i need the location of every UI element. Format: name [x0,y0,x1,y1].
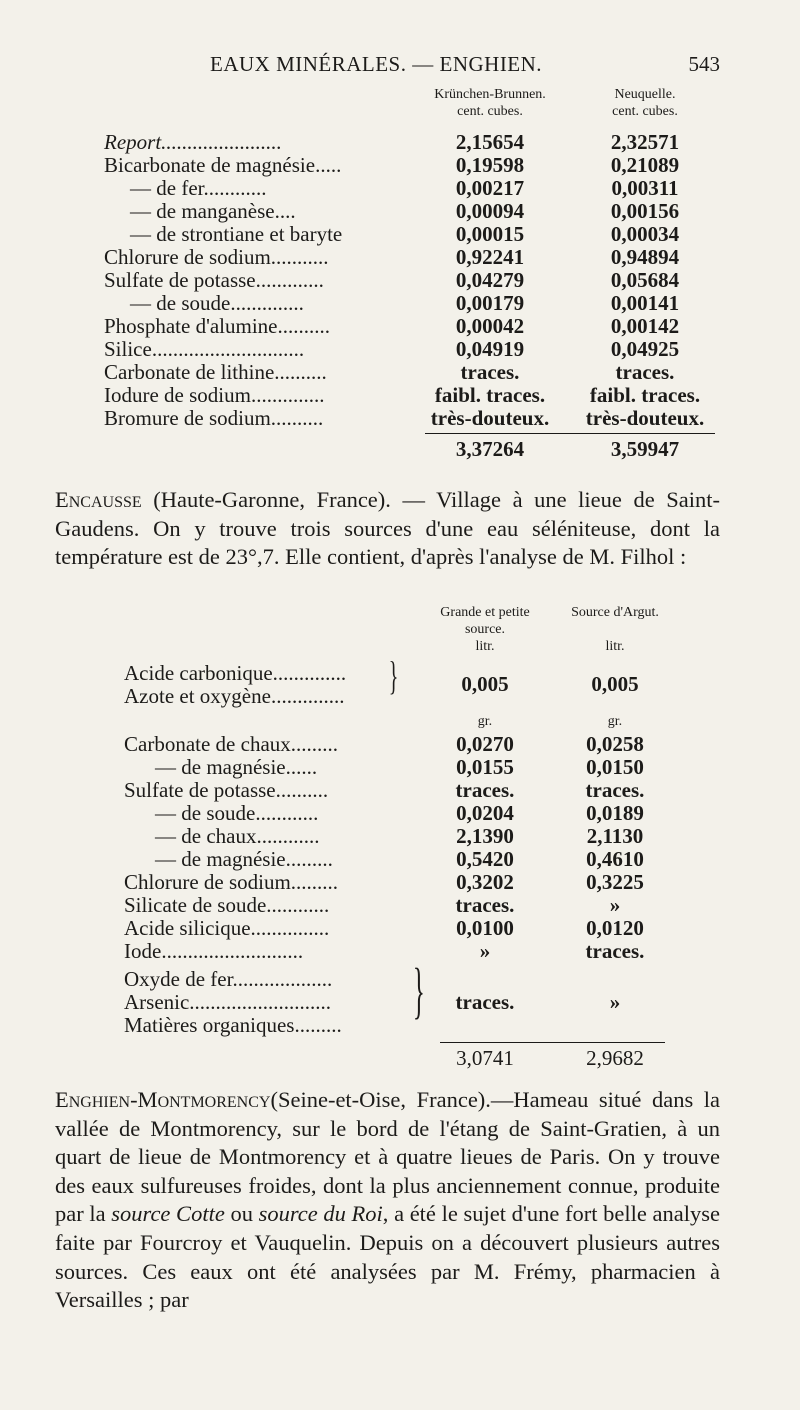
row-value-2: 0,00034 [610,222,680,246]
row-value-2: faibl. traces. [589,383,701,407]
unit-label-2: gr. [607,714,623,729]
row-value-1: 0,005 [461,672,509,696]
row-label: — de chaux............ [155,824,320,848]
row-label: Report....................... [104,130,282,154]
row-value-2: 2,1130 [586,824,644,848]
row-value-2: 0,00141 [610,291,680,315]
row-label: Chlorure de sodium......... [124,870,339,894]
table-row [0,1013,800,1039]
row-value-1: 0,00094 [455,199,525,223]
row-value-1: très-douteux. [430,406,550,430]
column-header-line [555,621,675,638]
row-value-1: 0,00217 [455,176,525,200]
row-label: — de manganèse.... [130,199,296,223]
row-label: Matières organiques......... [124,1013,342,1037]
row-value-1: 0,19598 [455,153,525,177]
row-value-2: » [609,893,621,917]
row-value-2: 2,32571 [610,130,680,154]
grouped-values-row [0,672,800,698]
row-value-2: 0,3225 [586,870,644,894]
row-value-2: 0,005 [591,672,639,696]
table-row [0,406,800,432]
entry-italic: source Cotte [111,1201,225,1227]
row-value-2: traces. [585,778,645,802]
column-header-line: litr. [605,639,625,654]
row-label: — de strontiane et baryte [130,222,343,246]
row-label: Azote et oxygène.............. [124,684,345,708]
row-value-2: traces. [585,939,645,963]
row-label: Bicarbonate de magnésie..... [104,153,342,177]
row-value-1: 0,04279 [455,268,525,292]
row-value-1: 0,00042 [455,314,525,338]
column-header-line: cent. cubes. [612,104,678,119]
row-value-1: 0,0270 [456,732,514,756]
table-total-row [0,1046,800,1072]
column-header-argut [555,604,675,655]
row-value-2: 0,04925 [610,337,680,361]
row-label: Bromure de sodium.......... [104,406,324,430]
row-value-2: 0,00156 [610,199,680,223]
entry-text [55,486,720,572]
column-header-neuquelle [575,86,715,120]
row-value-1: faibl. traces. [434,383,546,407]
row-label: Carbonate de chaux......... [124,732,339,756]
total-rule [440,1042,665,1043]
row-label: — de magnésie...... [155,755,318,779]
row-value-2: 0,0189 [586,801,644,825]
column-header-line: Source d'Argut. [571,605,659,620]
column-header-line: cent. cubes. [457,104,523,119]
entry-encausse [55,486,720,572]
row-label: Phosphate d'alumine.......... [104,314,331,338]
row-value-1: 0,5420 [456,847,514,871]
row-label: Iodure de sodium.............. [104,383,325,407]
total-value-1: 3,0741 [456,1046,514,1070]
column-header-line: Krünchen-Brunnen. [434,87,546,102]
total-value-2: 3,59947 [610,437,680,461]
row-value-2: 0,00142 [610,314,680,338]
total-rule [425,433,715,434]
entry-heading: Encausse [55,487,142,512]
row-value-1: traces. [455,778,515,802]
column-header-line: litr. [475,639,495,654]
row-value-1: 2,1390 [456,824,514,848]
row-value-2: traces. [615,360,675,384]
running-head [60,52,720,80]
row-value-1: traces. [455,990,515,1014]
running-title: EAUX MINÉRALES. — ENGHIEN. [210,52,543,76]
row-value-1: 0,3202 [456,870,514,894]
row-label: Acide carbonique.............. [124,661,347,685]
row-value-2: 0,4610 [586,847,644,871]
page-number: 543 [688,52,720,76]
table-total-row [0,437,800,463]
entry-body: (Seine-et-Oise, France).—Hameau situé dans la vallée de Montmorency, sur le bord de l'étang de Saint-Gratien, à un quart de lieue de Montmorency et à quatre lieues de Paris. On y trouve des eaux sulfureuses froides, dont la plus anciennement connue, produite par la [55,1087,720,1227]
row-value-2: 0,21089 [610,153,680,177]
entry-body: ou [224,1201,259,1227]
row-value-2: 0,0258 [586,732,644,756]
row-label: Silice............................. [104,337,305,361]
row-value-2: 0,0150 [586,755,644,779]
row-label: Oxyde de fer................... [124,967,333,991]
row-label: — de soude.............. [130,291,304,315]
row-value-2: très-douteux. [585,406,705,430]
row-value-2: 0,0120 [586,916,644,940]
entry-heading: Enghien-Montmorency [55,1087,271,1112]
row-label: Silicate de soude............ [124,893,330,917]
unit-label-1: gr. [477,714,493,729]
column-header-line: Grande et petite [440,605,530,620]
entry-body: (Haute-Garonne, France). — Village à une lieue de Saint-Gaudens. On y trouve trois sources d'une eau séléniteuse, dont la température est de 23°,7. Elle contient, d'après l'analyse de M. Filhol : [55,487,720,570]
row-value-1: 0,0100 [456,916,514,940]
entry-text [55,1086,720,1315]
table-row [0,939,800,965]
row-value-1: » [479,939,491,963]
row-label: — de soude............ [155,801,319,825]
row-label: Carbonate de lithine.......... [104,360,327,384]
row-label: Acide silicique............... [124,916,330,940]
row-label: Sulfate de potasse............. [104,268,324,292]
total-value-2: 2,9682 [586,1046,644,1070]
row-value-1: 2,15654 [455,130,525,154]
row-value-2: » [609,990,621,1014]
right-brace: } [388,653,399,698]
column-header-line: source. [464,622,506,637]
row-label: — de magnésie......... [155,847,333,871]
row-value-2: 0,05684 [610,268,680,292]
entry-body: , a été le sujet d'une fort belle analyse faite par Fourcroy et Vauquelin. Depuis on a découvert plusieurs autres sources. Ces eaux ont été analysées par M. Frémy, pharmacien à Versailles ; par [55,1201,720,1313]
row-label: Sulfate de potasse.......... [124,778,329,802]
row-value-1: 0,0155 [456,755,514,779]
row-value-1: 0,00179 [455,291,525,315]
row-label: Iode........................... [124,939,304,963]
row-value-2: 0,94894 [610,245,680,269]
row-label: — de fer............ [130,176,267,200]
right-brace: } [412,957,425,1025]
row-value-1: 0,04919 [455,337,525,361]
column-header-grande-petite [415,604,555,655]
entry-italic: source du Roi [258,1201,383,1227]
column-header-line: Neuquelle. [614,87,676,102]
entry-enghien-montmorency [55,1086,720,1315]
total-value-1: 3,37264 [455,437,525,461]
row-label: Arsenic........................... [124,990,332,1014]
row-value-1: 0,92241 [455,245,525,269]
row-value-1: traces. [460,360,520,384]
column-header-krunchen [415,86,565,120]
row-value-2: 0,00311 [611,176,679,200]
grouped-values-row [0,990,800,1016]
row-label: Chlorure de sodium........... [104,245,329,269]
row-value-1: traces. [455,893,515,917]
row-value-1: 0,0204 [456,801,514,825]
row-value-1: 0,00015 [455,222,525,246]
